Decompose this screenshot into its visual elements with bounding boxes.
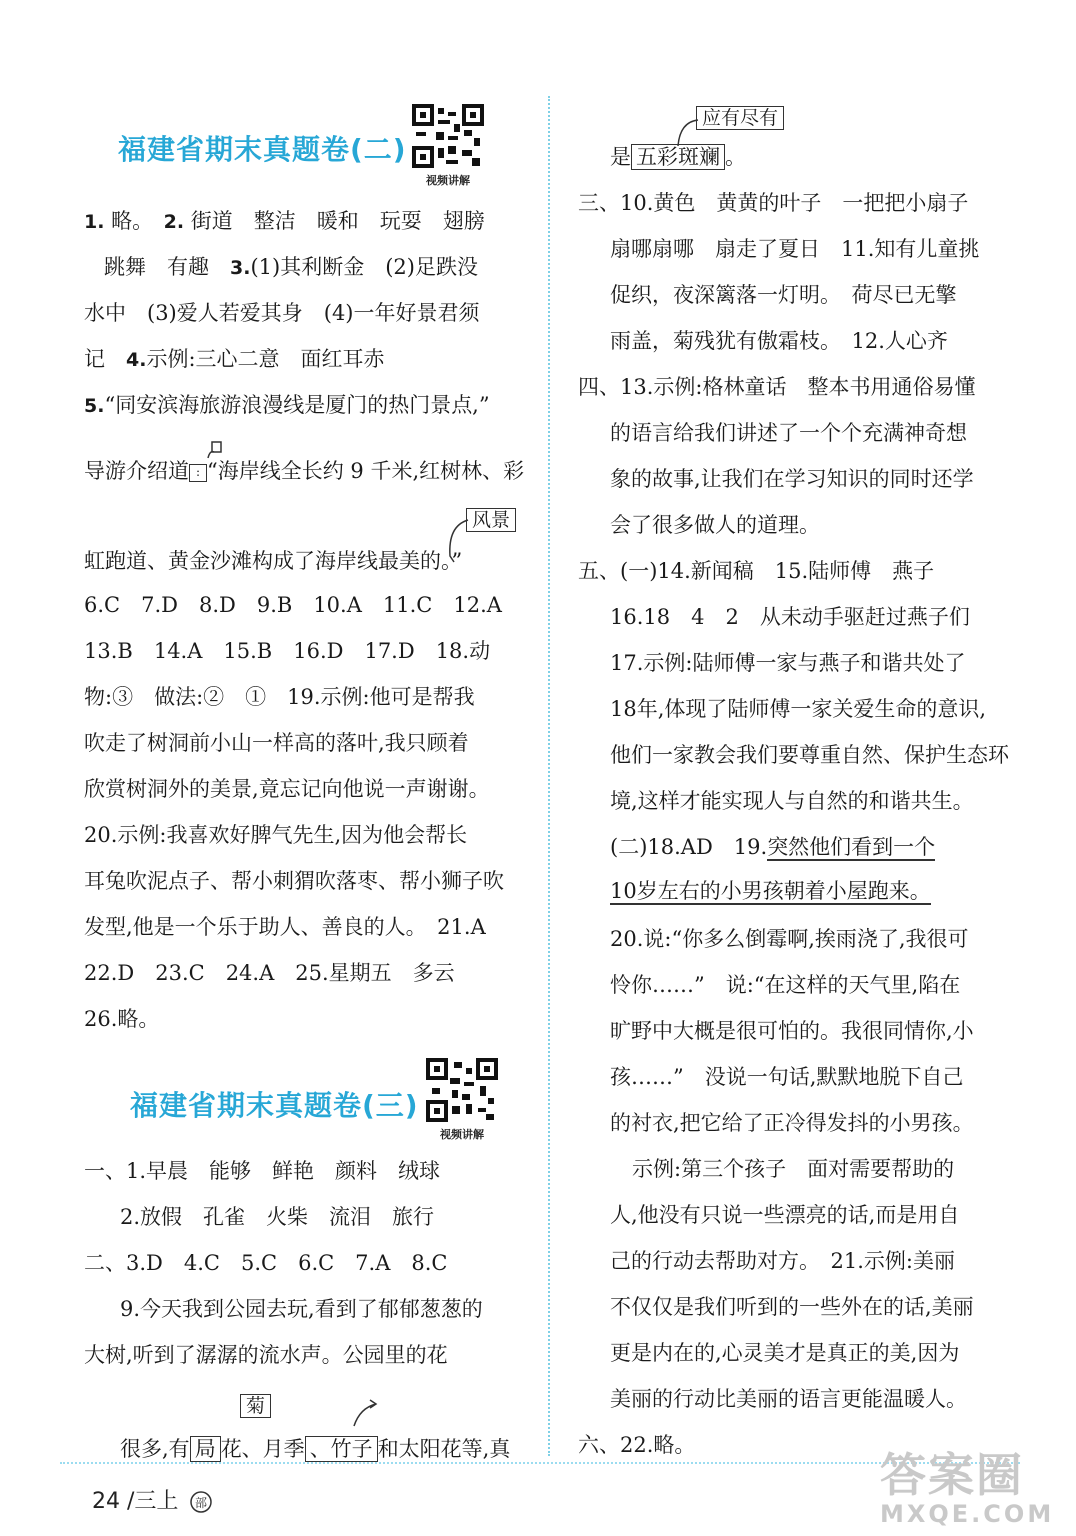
answer-line: 13.B 14.A 15.B 16.D 17.D 18.动 bbox=[84, 639, 491, 663]
column-divider bbox=[548, 96, 550, 1456]
answer-line: 不仅仅是我们听到的一些外在的话,美丽 bbox=[610, 1295, 974, 1319]
answer-line bbox=[84, 456, 524, 486]
answer-line: 四、13.示例:格林童话 整本书用通俗易懂 bbox=[578, 375, 976, 399]
insert-label bbox=[240, 1390, 271, 1421]
insert-arrow-icon bbox=[350, 1398, 380, 1430]
underlined-text: 突然他们看到一个 bbox=[767, 835, 936, 859]
answer-line: 美丽的行动比美丽的语言更能温暖人。 bbox=[610, 1387, 967, 1411]
answer-line: 20.示例:我喜欢好脾气先生,因为他会帮长 bbox=[84, 823, 468, 847]
answer-line: 物:③ 做法:② ① 19.示例:他可是帮我 bbox=[84, 685, 475, 709]
answer-line: 象的故事,让我们在学习知识的同时还学 bbox=[610, 467, 974, 491]
page-number bbox=[92, 1484, 213, 1515]
answer-line: 17.示例:陆师傅一家与燕子和谐共处了 bbox=[610, 651, 966, 675]
answer-line: 的衬衣,把它给了正冷得发抖的小男孩。 bbox=[610, 1111, 974, 1135]
answer-line: 境,这样才能实现人与自然的和谐共生。 bbox=[610, 789, 974, 813]
watermark-logo bbox=[880, 1450, 1070, 1534]
answer-line: 吹走了树洞前小山一样高的落叶,我只顾着 bbox=[84, 731, 469, 755]
colon-correction-mark: : bbox=[189, 464, 207, 482]
answer-line: 示例:第三个孩子 面对需要帮助的 bbox=[632, 1157, 955, 1181]
answer-line: 发型,他是一个乐于助人、善良的人。 21.A bbox=[84, 915, 486, 939]
boxed-word: 、竹子 bbox=[305, 1436, 378, 1462]
edition-badge-icon bbox=[189, 1490, 213, 1514]
answer-line: 记 4.示例:三心二意 面红耳赤 bbox=[84, 347, 385, 371]
insert-box-fengjing: 风景 bbox=[466, 508, 516, 532]
answer-line: 怜你……” 说:“在这样的天气里,陷在 bbox=[610, 973, 961, 997]
insert-mark-icon bbox=[204, 440, 224, 460]
insert-label bbox=[696, 102, 784, 133]
answer-line: 二、3.D 4.C 5.C 6.C 7.A 8.C bbox=[84, 1251, 448, 1275]
answer-line: 1. 略。 2. 街道 整洁 暖和 玩耍 翅膀 bbox=[84, 209, 485, 233]
boxed-word: 局 bbox=[190, 1436, 221, 1462]
answer-line: 会了很多做人的道理。 bbox=[610, 513, 820, 537]
answer-line: 更是内在的,心灵美才是真正的美,因为 bbox=[610, 1341, 960, 1365]
answer-text: 是 bbox=[610, 145, 631, 169]
answer-line: 26.略。 bbox=[84, 1007, 160, 1031]
answer-line: 一、1.早晨 能够 鲜艳 颜料 绒球 bbox=[84, 1159, 441, 1183]
answer-line: 他们一家教会我们要尊重自然、保护生态环 bbox=[610, 743, 1009, 767]
answer-text: “海岸线全长约 9 千米,红树林、彩 bbox=[207, 459, 525, 483]
qr-code-icon[interactable] bbox=[412, 104, 484, 168]
answer-line: 五、(一)14.新闻稿 15.陆师傅 燕子 bbox=[578, 559, 935, 583]
answer-line bbox=[120, 1434, 510, 1464]
section-title-3: 福建省期末真题卷(三) bbox=[130, 1089, 419, 1122]
answer-line: 20.说:“你多么倒霉啊,挨雨浇了,我很可 bbox=[610, 927, 969, 951]
answer-line: 大树,听到了潺潺的流水声。公园里的花 bbox=[84, 1343, 448, 1367]
answer-line: 9.今天我到公园去玩,看到了郁郁葱葱的 bbox=[120, 1297, 483, 1321]
answer-text: 和太阳花等,真 bbox=[377, 1437, 511, 1461]
answer-line: 18年,体现了陆师傅一家关爱生命的意识, bbox=[610, 697, 987, 721]
answer-line: 16.18 4 2 从未动手驱赶过燕子们 bbox=[610, 605, 970, 629]
underlined-text: 10岁左右的小男孩朝着小屋跑来。 bbox=[610, 879, 931, 903]
answer-text: 导游介绍道 bbox=[84, 459, 189, 483]
answer-line bbox=[610, 876, 931, 906]
page-label: 24 /三上 bbox=[92, 1489, 179, 1514]
answer-line: 雨盖，菊残犹有傲霜枝。 12.人心齐 bbox=[610, 329, 948, 353]
answer-text: 虹跑道、黄金沙滩构成了海岸线最美的 bbox=[84, 549, 441, 573]
answer-line bbox=[610, 832, 935, 862]
answer-text: 花、月季 bbox=[220, 1437, 305, 1461]
answer-line: 耳兔吹泥点子、帮小刺猬吹落枣、帮小狮子吹 bbox=[84, 869, 504, 893]
insert-box-ju: 菊 bbox=[240, 1394, 271, 1418]
boxed-word: 五彩斑斓 bbox=[631, 144, 725, 170]
section-header-3 bbox=[60, 1058, 520, 1141]
answer-line: 六、22.略。 bbox=[578, 1433, 696, 1457]
answer-line: 欣赏树洞外的美景,竟忘记向他说一声谢谢。 bbox=[84, 777, 490, 801]
qr-code-icon[interactable] bbox=[426, 1058, 498, 1122]
section-header-2 bbox=[60, 104, 520, 187]
answer-line: 三、10.黄色 黄黄的叶子 一把把小扇子 bbox=[578, 191, 969, 215]
answer-line: 6.C 7.D 8.D 9.B 10.A 11.C 12.A bbox=[84, 593, 502, 617]
answer-line: 的语言给我们讲述了一个个充满神奇想 bbox=[610, 421, 967, 445]
answer-line: 水中 (3)爱人若爱其身 (4)一年好景君须 bbox=[84, 301, 480, 325]
insert-label bbox=[466, 504, 516, 535]
answer-line: 5.“同安滨海旅游浪漫线是厦门的热门景点,” bbox=[84, 393, 490, 417]
qr-caption-2: 视频讲解 bbox=[426, 174, 470, 187]
answer-text: 很多,有 bbox=[120, 1437, 190, 1461]
answer-line: 己的行动去帮助对方。 21.示例:美丽 bbox=[610, 1249, 955, 1273]
answer-text: 。” bbox=[441, 549, 463, 573]
answer-line: 跳舞 有趣 3.(1)其利断金 (2)足跌没 bbox=[104, 255, 478, 279]
answer-text: (二)18.AD 19. bbox=[610, 835, 768, 859]
answer-line: 2.放假 孔雀 火柴 流泪 旅行 bbox=[120, 1205, 435, 1229]
watermark-top: 答案圈 bbox=[880, 1448, 1024, 1502]
watermark-bottom: MXQE.COM bbox=[880, 1500, 1055, 1528]
section-title-2: 福建省期末真题卷(二) bbox=[118, 133, 407, 166]
answer-line: 旷野中大概是很可怕的。我很同情你,小 bbox=[610, 1019, 974, 1043]
answer-text: 。 bbox=[725, 145, 746, 169]
insert-box-yingyou: 应有尽有 bbox=[696, 106, 784, 130]
svg-text:部: 部 bbox=[195, 1496, 208, 1510]
answer-line bbox=[610, 142, 746, 172]
footer-divider bbox=[60, 1462, 1020, 1464]
answer-line: 孩……” 没说一句话,默默地脱下自己 bbox=[610, 1065, 964, 1089]
qr-caption-3: 视频讲解 bbox=[440, 1128, 484, 1141]
answer-line: 人,他没有只说一些漂亮的话,而是用自 bbox=[610, 1203, 960, 1227]
answer-line bbox=[84, 546, 462, 576]
answer-line: 22.D 23.C 24.A 25.星期五 多云 bbox=[84, 961, 455, 985]
answer-line: 促织，夜深篱落一灯明。 荷尽已无擎 bbox=[610, 283, 957, 307]
answer-line: 扇哪扇哪 扇走了夏日 11.知有儿童挑 bbox=[610, 237, 980, 261]
